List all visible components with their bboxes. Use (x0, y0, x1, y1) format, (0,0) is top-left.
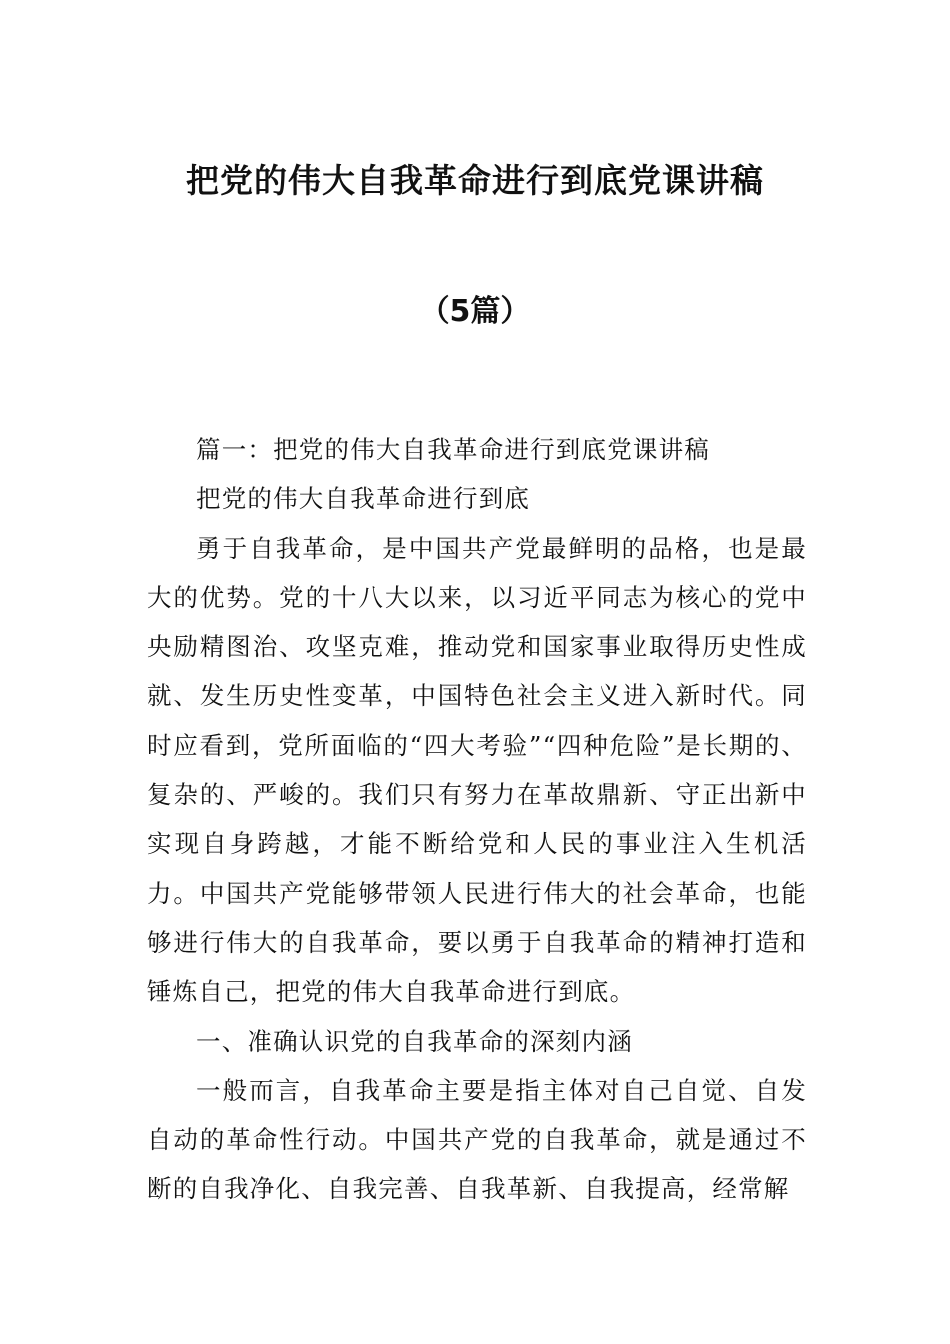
body-paragraph: 一般而言，自我革命主要是指主体对自己自觉、自发自动的革命性行动。中国共产党的自我革命，就是通过不断的自我净化、自我完善、自我革新、自我提高，经常解 (147, 1075, 807, 1204)
document-subtitle: （5篇） (419, 294, 531, 329)
document-title: 把党的伟大自我革命进行到底党课讲稿 (186, 161, 764, 200)
article-title: 把党的伟大自我革命进行到底 (196, 484, 531, 514)
section-heading: 篇一：把党的伟大自我革命进行到底党课讲稿 (196, 435, 710, 464)
section-heading: 一、准确认识党的自我革命的深刻内涵 (196, 1026, 633, 1056)
document-body (147, 425, 807, 1214)
body-paragraph: 勇于自我革命，是中国共产党最鲜明的品格，也是最大的优势。党的十八大以来，以习近平同志为核心的党中央励精图治、攻坚克难，推动党和国家事业取得历史性成就、发生历史性变革，中国特色社会主义进入新时代。同时应看到，党所面临的“四大考验”“四种危险”是长期的、复杂的、严峻的。我们只有努力在革故鼎新、守正出新中实现自身跨越，才能不断给党和人民的事业注入生机活力。中国共产党能够带领人民进行伟大的社会革命，也能够进行伟大的自我革命，要以勇于自我革命的精神打造和锤炼自己，把党的伟大自我革命进行到底。 (147, 533, 807, 1007)
